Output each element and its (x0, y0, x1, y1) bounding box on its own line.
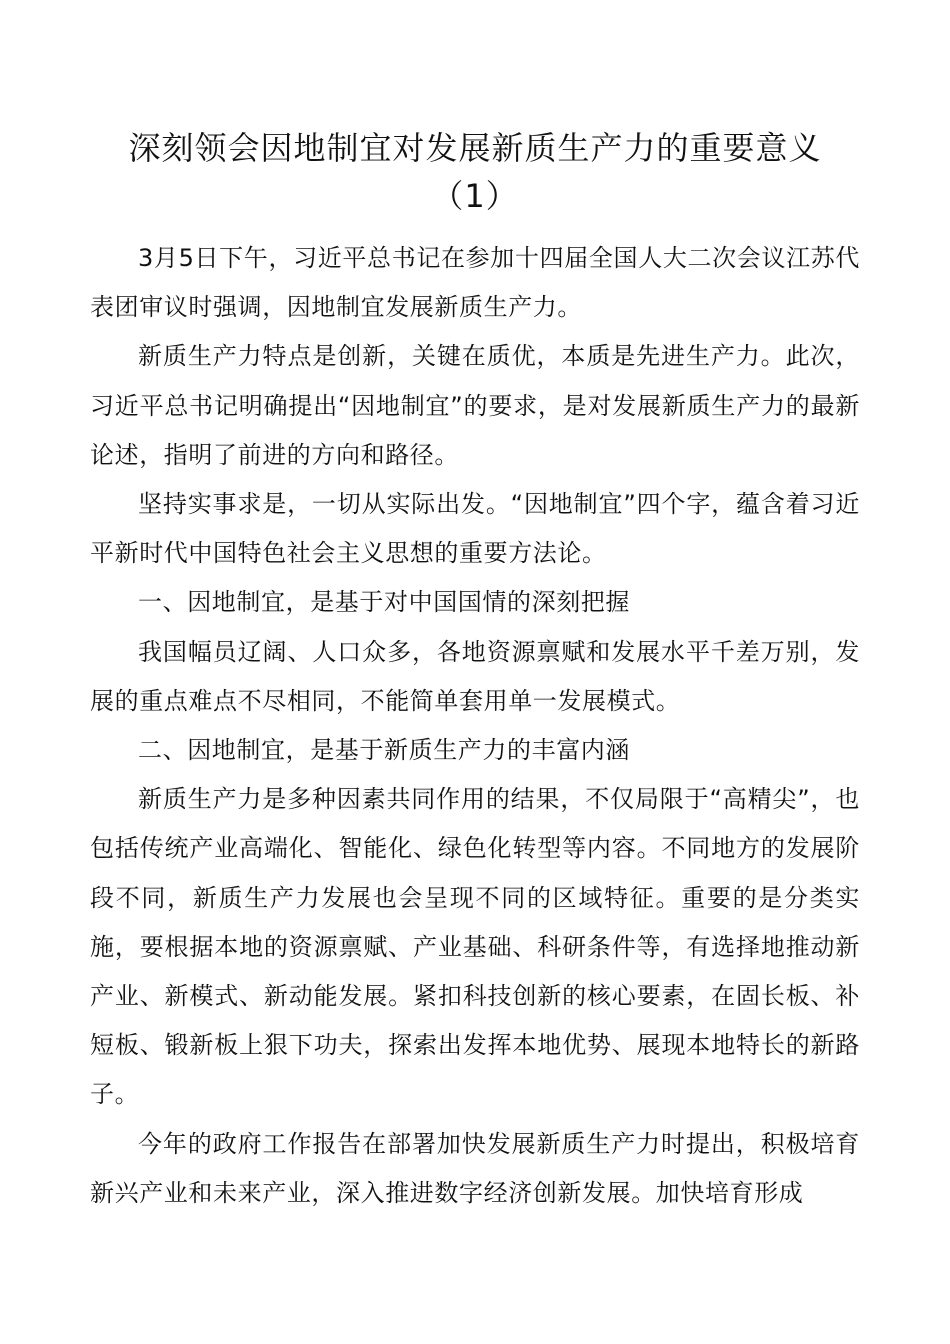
section-heading-2: 二、因地制宜，是基于新质生产力的丰富内涵 (138, 736, 630, 765)
paragraph-6: 今年的政府工作报告在部署加快发展新质生产力时提出，积极培育新兴产业和未来产业，深入推进数字经济创新发展。加快培育形成 (90, 1129, 860, 1207)
section-heading-1: 一、因地制宜，是基于对中国国情的深刻把握 (138, 588, 630, 617)
title-line-1: 深刻领会因地制宜对发展新质生产力的重要意义 (128, 129, 822, 167)
paragraph-2: 新质生产力特点是创新，关键在质优，本质是先进生产力。此次，习近平总书记明确提出“因地制宜”的要求，是对发展新质生产力的最新论述，指明了前进的方向和路径。 (90, 342, 860, 469)
document-page (90, 124, 860, 1218)
paragraph-4: 我国幅员辽阔、人口众多，各地资源禀赋和发展水平千差万别，发展的重点难点不尽相同，不能简单套用单一发展模式。 (90, 637, 860, 715)
title-line-2: （1） (431, 177, 519, 215)
paragraph-3: 坚持实事求是，一切从实际出发。“因地制宜”四个字，蕴含着习近平新时代中国特色社会主义思想的重要方法论。 (90, 490, 860, 568)
paragraph-1: 3月5日下午，习近平总书记在参加十四届全国人大二次会议江苏代表团审议时强调，因地制宜发展新质生产力。 (90, 244, 860, 322)
paragraph-5: 新质生产力是多种因素共同作用的结果，不仅局限于“高精尖”，也包括传统产业高端化、智能化、绿色化转型等内容。不同地方的发展阶段不同，新质生产力发展也会呈现不同的区域特征。重要的是分类实施，要根据本地的资源禀赋、产业基础、科研条件等，有选择地推动新产业、新模式、新动能发展。紧扣科技创新的核心要素，在固长板、补短板、锻新板上狠下功夫，探索出发挥本地优势、展现本地特长的新路子。 (90, 785, 860, 1109)
document-title (90, 124, 860, 220)
